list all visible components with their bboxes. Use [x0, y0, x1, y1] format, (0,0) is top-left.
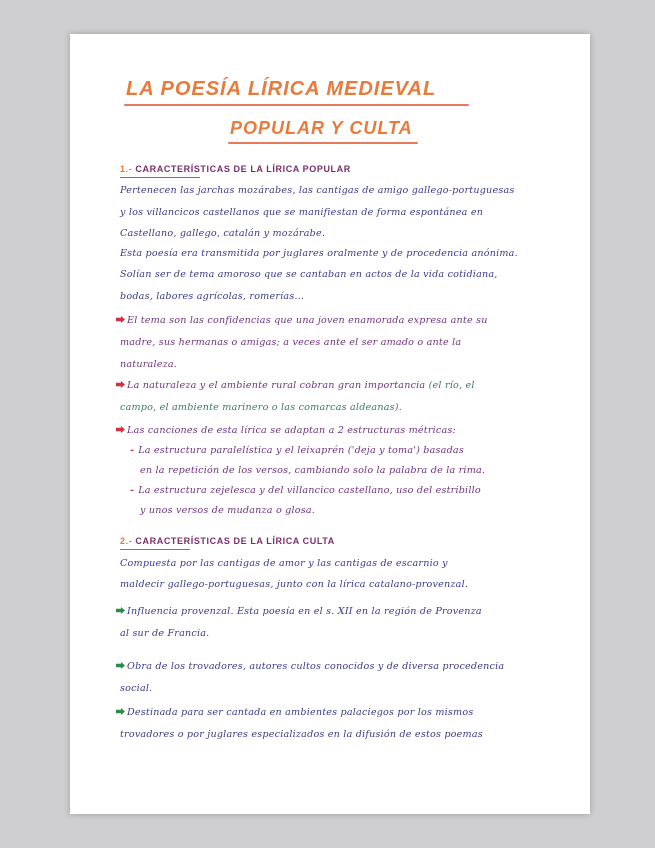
s2-bullet3-line1 — [116, 707, 473, 718]
s1-bullet2-text1: La naturaleza y el ambiente rural cobran gran importancia — [127, 380, 426, 391]
s2-p1-line1: Compuesta por las cantigas de amor y las cantigas de escarnio y — [120, 558, 448, 569]
red-arrow-icon — [116, 316, 125, 323]
red-arrow-icon — [116, 426, 125, 433]
page-subtitle: POPULAR Y CULTA — [230, 118, 413, 138]
s1-sub1-text1: La estructura paralelística y el leixaprén ('deja y toma') basadas — [138, 445, 464, 456]
section2-heading-underline — [120, 549, 190, 550]
s2-bullet2-line1 — [116, 661, 504, 672]
s2-bullet1-line2: al sur de Francia. — [120, 628, 210, 639]
s2-bullet1-text1: Influencia provenzal. Esta poesía en el s. XII en la región de Provenza — [127, 606, 482, 617]
s1-bullet1-line3: naturaleza. — [120, 359, 178, 370]
red-arrow-icon — [116, 381, 125, 388]
s1-p1-line1: Pertenecen las jarchas mozárabes, las cantigas de amigo gallego-portuguesas — [120, 185, 515, 196]
s1-p1-line2: y los villancicos castellanos que se manifiestan de forma espontánea en — [120, 207, 484, 218]
s1-bullet1-line1 — [116, 315, 488, 326]
s2-p1-line2: maldecir gallego-portuguesas, junto con la lírica catalano-provenzal. — [120, 579, 469, 590]
s1-bullet1-text1: El tema son las confidencias que una joven enamorada expresa ante su — [127, 315, 488, 326]
s1-bullet2-line1 — [116, 380, 475, 391]
red-dash-icon: - — [130, 445, 135, 456]
notebook-page — [70, 34, 590, 814]
s1-p2-line3: bodas, labores agrícolas, romerías... — [120, 291, 305, 302]
green-arrow-icon — [116, 708, 125, 715]
page-title: LA POESÍA LÍRICA MEDIEVAL — [126, 78, 437, 100]
title-underline — [124, 104, 469, 106]
s2-bullet2-line2: social. — [120, 683, 153, 694]
section2-heading-text: CARACTERÍSTICAS DE LA LÍRICA CULTA — [135, 536, 335, 546]
s2-bullet3-text1: Destinada para ser cantada en ambientes palaciegos por los mismos — [127, 707, 474, 718]
s1-bullet1-line2: madre, sus hermanas o amigas; a veces ante el ser amado o ante la — [120, 337, 462, 348]
section2-heading — [120, 536, 335, 546]
s1-bullet3-text: Las canciones de esta lírica se adaptan a 2 estructuras métricas: — [127, 425, 456, 436]
s2-bullet2-text1: Obra de los trovadores, autores cultos conocidos y de diversa procedencia — [127, 661, 505, 672]
s1-sub1-line2: en la repetición de los versos, cambiando solo la palabra de la rima. — [140, 465, 486, 476]
s2-bullet3-line2: trovadores o por juglares especializados en la difusión de estos poemas — [120, 729, 483, 740]
section1-heading-underline — [120, 177, 200, 178]
s2-bullet1-line1 — [116, 606, 482, 617]
green-arrow-icon — [116, 662, 125, 669]
s1-sub2-text1: La estructura zejelesca y del villancico castellano, uso del estribillo — [138, 485, 481, 496]
s1-p2-line2: Solían ser de tema amoroso que se cantaban en actos de la vida cotidiana, — [120, 269, 498, 280]
section1-number: 1.- — [120, 164, 133, 174]
s1-bullet3 — [116, 425, 456, 436]
section1-heading-text: CARACTERÍSTICAS DE LA LÍRICA POPULAR — [135, 164, 351, 174]
red-dash-icon: - — [130, 485, 135, 496]
s1-sub2-line2: y unos versos de mudanza o glosa. — [140, 505, 316, 516]
green-arrow-icon — [116, 607, 125, 614]
s1-sub2-line1 — [130, 485, 481, 496]
section2-number: 2.- — [120, 536, 133, 546]
s1-p2-line1: Esta poesía era transmitida por juglares oralmente y de procedencia anónima. — [120, 248, 518, 259]
s1-bullet2-text2: (el río, el — [425, 380, 475, 391]
s1-p1-line3: Castellano, gallego, catalán y mozárabe. — [120, 228, 326, 239]
subtitle-underline — [228, 142, 418, 144]
section1-heading — [120, 164, 351, 174]
s1-sub1-line1 — [130, 445, 464, 456]
s1-bullet2-line2: campo, el ambiente marinero o las comarcas aldeanas). — [120, 402, 402, 413]
